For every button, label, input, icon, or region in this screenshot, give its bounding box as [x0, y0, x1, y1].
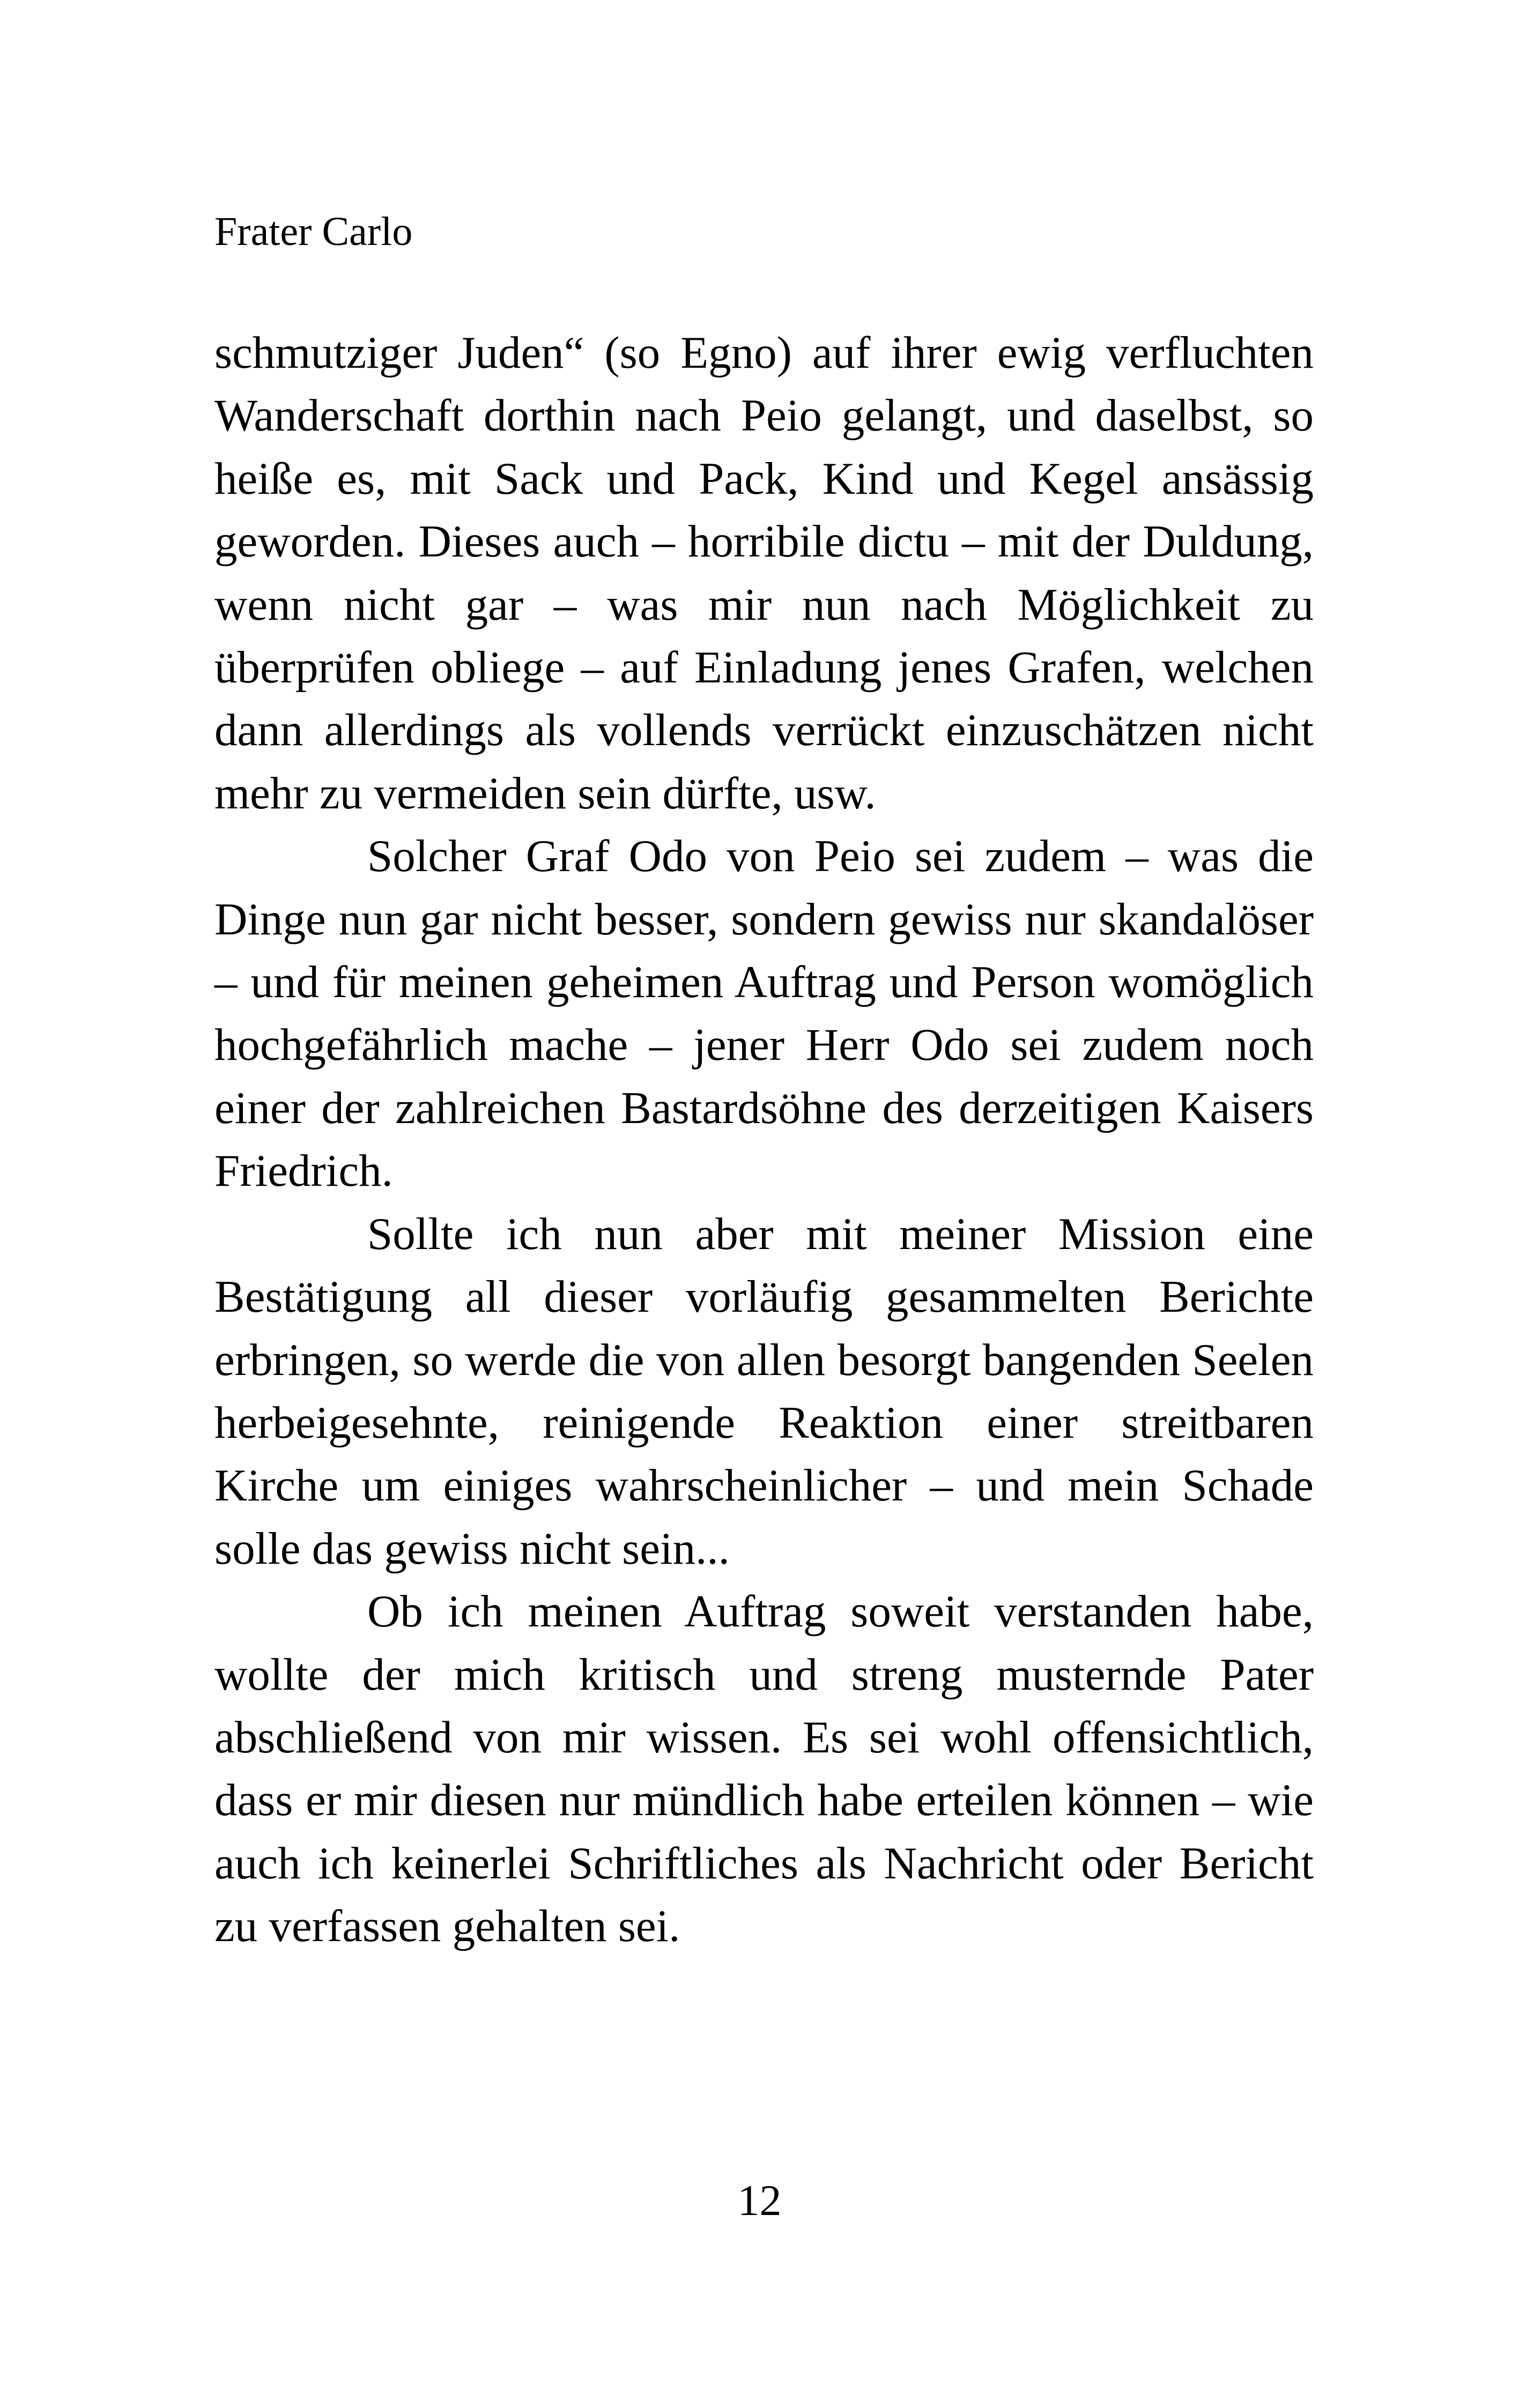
paragraph-1: schmutziger Juden“ (so Egno) auf ihrer ewig verfluchten Wanderschaft dorthin nach Peio gelangt, und daselbst, so heiße es, mit Sack und Pack, Kind und Kegel ansässig geworden. Dieses auch – horribile dictu – mit der Duldung, wenn nicht gar – was mir nun nach Möglichkeit zu überprüfen obliege – auf Einladung jenes Grafen, welchen dann allerdings als vollends verrückt einzuschätzen nicht mehr zu vermeiden sein dürfte, usw. [214, 328, 1314, 819]
body-text [214, 322, 1314, 1958]
paragraph-4: Ob ich meinen Auftrag soweit verstanden habe, wollte der mich kritisch und streng musternde Pater abschließend von mir wissen. Es sei wohl offensichtlich, dass er mir diesen nur mündlich habe erteilen können – wie auch ich keinerlei Schriftliches als Nachricht oder Bericht zu verfassen gehalten sei. [214, 1586, 1314, 1952]
paragraph-2: Solcher Graf Odo von Peio sei zudem – was die Dinge nun gar nicht besser, sondern gewiss nur skandalöser – und für meinen geheimen Auftrag und Person womöglich hochgefährlich mache – jener Herr Odo sei zudem noch einer der zahlreichen Bastardsöhne des derzeitigen Kaisers Friedrich. [214, 831, 1314, 1196]
page-number: 12 [737, 2176, 782, 2225]
running-header: Frater Carlo [214, 209, 413, 254]
paragraph-3: Sollte ich nun aber mit meiner Mission eine Bestätigung all dieser vorläufig gesammelten Berichte erbringen, so werde die von allen besorgt bangenden Seelen herbeigesehnte, reinigende Reaktion einer streitbaren Kirche um einiges wahrscheinlicher – und mein Schade solle das gewiss nicht sein... [214, 1208, 1314, 1574]
